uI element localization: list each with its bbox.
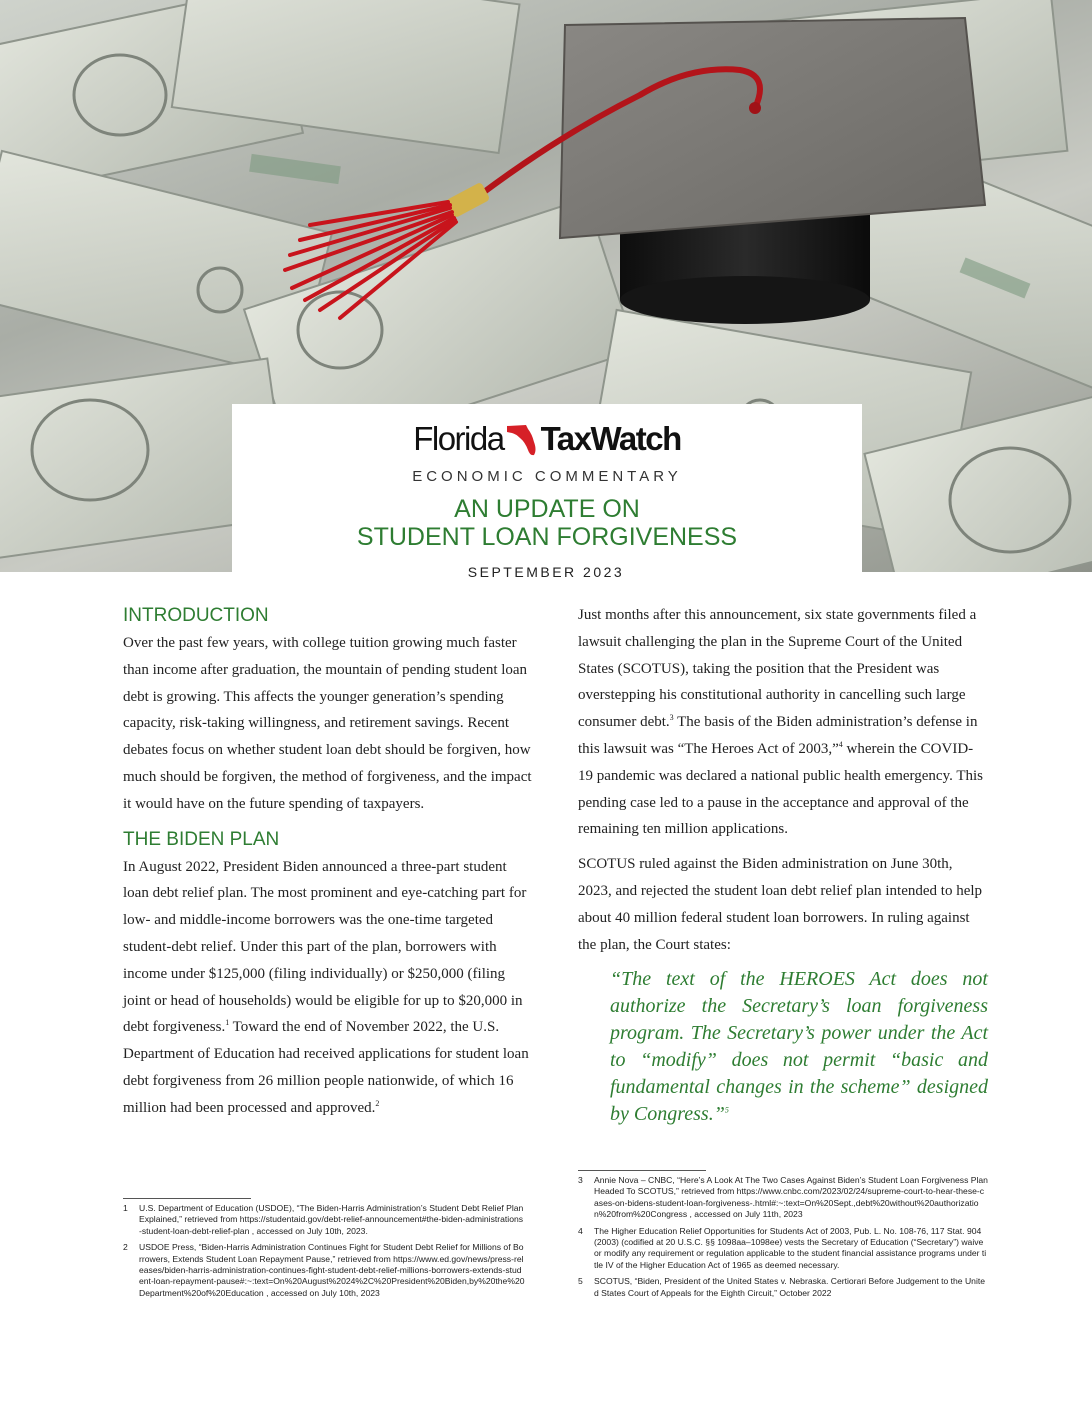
footnote-4 [578, 1226, 988, 1272]
introduction-heading: INTRODUCTION [123, 605, 269, 626]
footnote-2 [123, 1242, 525, 1299]
publication-date: SEPTEMBER 2023 [467, 564, 625, 580]
logo-text-taxwatch: TaxWatch [540, 420, 681, 457]
left-column [123, 602, 535, 1122]
footnote-3 [578, 1175, 988, 1221]
footnote-text: The Higher Education Relief Opportunities for Students Act of 2003, Pub. L. No. 108-76, 117 Stat. 904 (2003) (codified at 20 U.S.C. §§ 1098aa–1098ee) vests the Secretary of Education (“Secretary”) waive or modify any requirement or regulation applicable to the student financial assistance programs under title IV of the Higher Education Act of 1965 as deemed necessary. [594, 1225, 987, 1270]
biden-plan-paragraph [123, 854, 535, 1122]
footnote-number: 2 [123, 1242, 128, 1253]
footnote-ref-4[interactable]: 4 [838, 739, 843, 749]
lawsuit-text-c: wherein the COVID-19 pandemic was declared a national public health emergency. This pending case led to a pause in the acceptance and approval of the remaining ten million applications. [578, 740, 983, 838]
footnote-text: U.S. Department of Education (USDOE), “The Biden-Harris Administration’s Student Debt Relief Plan Explained,” retrieved from https://studentaid.gov/debt-relief-announcement#the-biden-administrations-student-loan-debt-relief-plan , accessed on July 10th, 2023. [139, 1203, 524, 1236]
footnote-1 [123, 1203, 525, 1237]
footnote-ref-3[interactable]: 3 [669, 713, 674, 723]
biden-plan-text-b: Toward the end of November 2022, the U.S. Department of Education had received applications for student loan debt forgiveness from 26 million people nationwide, of which 16 million had been processed and approved. [123, 1019, 529, 1116]
court-quote-text: “The text of the HEROES Act does not authorize the Secretary’s loan forgiveness program. The Secretary’s power under the Act to “modify” does not permit “basic and fundamental changes in the scheme” designed by Congress.” [610, 968, 988, 1126]
logo-text-florida: Florida [413, 420, 504, 457]
document-title [232, 495, 862, 551]
title-box [232, 404, 862, 572]
footnotes-left [123, 1203, 525, 1304]
title-line-1: AN UPDATE ON [454, 495, 640, 523]
footnote-text: Annie Nova – CNBC, “Here’s A Look At The Two Cases Against Biden’s Student Loan Forgiveness Plan Headed To SCOTUS,” retrieved from https://www.cnbc.com/2023/02/24/supreme-court-to-hear-these-cases-on-bidens-student-loan-forgiveness-.html#:~:text=On%20Sept.,debt%20without%20authorization%20from%20Congress , accessed on July 11th, 2023 [594, 1175, 988, 1220]
court-quote [610, 966, 988, 1128]
footnote-divider-left [123, 1198, 251, 1199]
footnote-text: SCOTUS, “Biden, President of the United States v. Nebraska. Certiorari Before Judgement to the United States Court of Appeals for the Eighth Circuit,” October 2022 [594, 1276, 986, 1298]
introduction-paragraph: Over the past few years, with college tuition growing much faster than income after graduation, the mountain of pending student loan debt is growing. This affects the younger generation’s spending capacity, risk-taking willingness, and retirement savings. Recent debates focus on whether student loan debt should be forgiven, how much should be forgiven, the method of forgiveness, and the impact it would have on the future spending of taxpayers. [123, 635, 532, 812]
lawsuit-paragraph [578, 602, 988, 843]
biden-plan-heading: THE BIDEN PLAN [123, 828, 280, 850]
footnote-number: 3 [578, 1175, 583, 1185]
footnote-ref-1[interactable]: 1 [225, 1018, 230, 1028]
footnote-divider-right [578, 1170, 706, 1171]
footnote-ref-2[interactable]: 2 [375, 1098, 380, 1108]
footnote-5 [578, 1276, 988, 1299]
right-column [578, 602, 988, 1128]
footnotes-right [578, 1175, 988, 1304]
title-line-2: STUDENT LOAN FORGIVENESS [356, 523, 738, 551]
footnote-text: USDOE Press, “Biden-Harris Administration Continues Fight for Student Debt Relief for Millions of Borrowers, Extends Student Loan Repayment Pause,” retrieved from https://www.ed.gov/news/press-releases/biden-harris-administration-continues-fight-student-debt-relief-millions-borrowers-extends-student-loan-repayment-pause#:~:text=On%20August%2024%2C%20President%20Biden,by%20the%20Department%20of%20Education , accessed on July 10th, 2023 [139, 1242, 525, 1298]
economic-commentary-label: ECONOMIC COMMENTARY [412, 468, 682, 485]
florida-taxwatch-logo [232, 416, 862, 462]
footnote-number: 1 [123, 1203, 128, 1213]
ruling-paragraph: SCOTUS ruled against the Biden administration on June 30th, 2023, and rejected the student loan debt relief plan intended to help about 40 million federal student loan borrowers. In ruling against the plan, the Court states: [578, 856, 983, 953]
lawsuit-text-b: The basis of the Biden administration’s defense in this lawsuit was “The Heroes Act of 2003,” [578, 714, 978, 757]
footnote-ref-5[interactable]: 5 [724, 1105, 729, 1115]
lawsuit-text-a: Just months after this announcement, six state governments filed a lawsuit challenging the plan in the Supreme Court of the United States (SCOTUS), taking the position that the President was overstepping his constitutional authority in cancelling such large consumer debt. [578, 607, 977, 731]
footnote-number: 5 [578, 1276, 583, 1287]
biden-plan-text-a: In August 2022, President Biden announced a three-part student loan debt relief plan. The most prominent and eye-catching part for low- and middle-income borrowers was the one-time targeted student-debt relief. Under this part of the plan, borrowers with income under $125,000 (filing individually) or $250,000 (filing joint or head of households) would be eligible for up to $20,000 in debt forgiveness. [123, 858, 527, 1036]
footnote-number: 4 [578, 1225, 583, 1236]
florida-state-icon [506, 420, 540, 458]
